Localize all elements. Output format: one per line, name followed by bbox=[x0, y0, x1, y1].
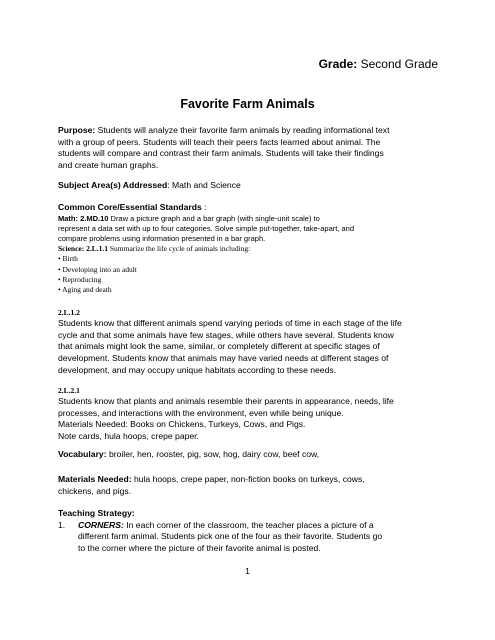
standard-line: processes, and interactions with the environment, even while being unique. bbox=[58, 407, 344, 418]
strategy-heading: Teaching Strategy: bbox=[58, 508, 135, 518]
standard-line: development. Students know that animals may have varied needs at different stages of bbox=[58, 352, 389, 363]
standard-code: 2.L.2.1 bbox=[58, 386, 80, 395]
grade-label: Grade: bbox=[318, 57, 358, 71]
standard-line: Note cards, hula hoops, crepe paper. bbox=[58, 430, 199, 441]
standard-line: cycle and that some animals have few stages, while others have several. Students know bbox=[58, 329, 394, 340]
standard-line: Students know that plants and animals resemble their parents in appearance, needs, life bbox=[58, 396, 394, 407]
strategy-line: In each corner of the classroom, the teacher places a picture of a bbox=[123, 519, 374, 530]
subject-value: : Math and Science bbox=[167, 180, 241, 190]
materials-section bbox=[58, 474, 458, 497]
standard-line: that animals might look the same, similar, or completely different at specific stages of bbox=[58, 341, 380, 352]
purpose-line: with a group of peers. Students will teach their peers facts learned about animal. The bbox=[58, 136, 381, 147]
strategy-line: different farm animal. Students pick one of the four as their favorite. Students go bbox=[78, 531, 383, 542]
purpose-line: students will compare and contrast their farm animals. Students will take their findings bbox=[58, 148, 384, 159]
vocabulary-label: Vocabulary: bbox=[58, 449, 107, 459]
materials-line: chickens, and pigs. bbox=[58, 485, 132, 496]
page-number: 1 bbox=[245, 566, 250, 576]
life-cycle-bullet: • Reproducing bbox=[58, 274, 102, 284]
purpose-label: Purpose: bbox=[58, 125, 96, 135]
life-cycle-bullet: • Developing into an adult bbox=[58, 264, 137, 274]
materials-line: hula hoops, crepe paper, non-fiction books on turkeys, cows, bbox=[131, 474, 365, 484]
grade-header bbox=[319, 57, 438, 71]
science-standard-text: Summarize the life cycle of animals including: bbox=[108, 244, 251, 254]
life-cycle-bullet: • Aging and death bbox=[58, 285, 112, 295]
subject-section bbox=[58, 180, 241, 192]
materials-label: Materials Needed: bbox=[58, 474, 132, 484]
standard-2l21 bbox=[58, 386, 458, 443]
vocabulary-section bbox=[58, 449, 319, 461]
math-standard-text: compare problems using information presented in a bar graph. bbox=[58, 234, 266, 243]
science-standard-code: Science: 2.L.1.1 bbox=[58, 244, 108, 254]
math-standard-text: represent a data set with up to four categories. Solve simple put-together, take-apart, and bbox=[58, 223, 355, 233]
standard-line: Students know that different animals spend varying periods of time in each stage of the life bbox=[58, 318, 402, 329]
purpose-line: Students will analyze their favorite farm animals by reading informational text bbox=[97, 125, 390, 135]
standard-code: 2.L.1.2 bbox=[58, 308, 80, 317]
math-standard-text: Draw a picture graph and a bar graph (with single-unit scale) to bbox=[108, 213, 320, 223]
subject-label: Subject Area(s) Addressed bbox=[58, 180, 168, 190]
strategy-number: 1. bbox=[58, 519, 66, 530]
vocabulary-value: broiler, hen, rooster, pig, sow, hog, dairy cow, beef cow, bbox=[106, 449, 320, 459]
strategy-item-label: CORNERS: bbox=[78, 519, 124, 530]
document-title: Favorite Farm Animals bbox=[180, 97, 315, 111]
standard-2l12 bbox=[58, 308, 458, 376]
purpose-line: and create human graphs. bbox=[58, 159, 159, 170]
math-standard-code: Math: 2.MD.10 bbox=[58, 213, 109, 223]
standards-section bbox=[58, 202, 458, 295]
standard-line: Materials Needed: Books on Chickens, Turkeys, Cows, and Pigs. bbox=[58, 419, 306, 430]
standards-heading-suffix: : bbox=[201, 202, 207, 212]
teaching-strategy-section bbox=[58, 508, 458, 554]
grade-value: Second Grade bbox=[360, 57, 438, 71]
strategy-line: to the corner where the picture of their favorite animal is posted. bbox=[78, 542, 321, 553]
standard-line: development, and may occupy unique habitats according to these needs. bbox=[58, 364, 337, 375]
life-cycle-bullet: • Birth bbox=[58, 254, 78, 264]
purpose-section bbox=[58, 125, 448, 171]
standards-heading: Common Core/Essential Standards bbox=[58, 202, 202, 212]
